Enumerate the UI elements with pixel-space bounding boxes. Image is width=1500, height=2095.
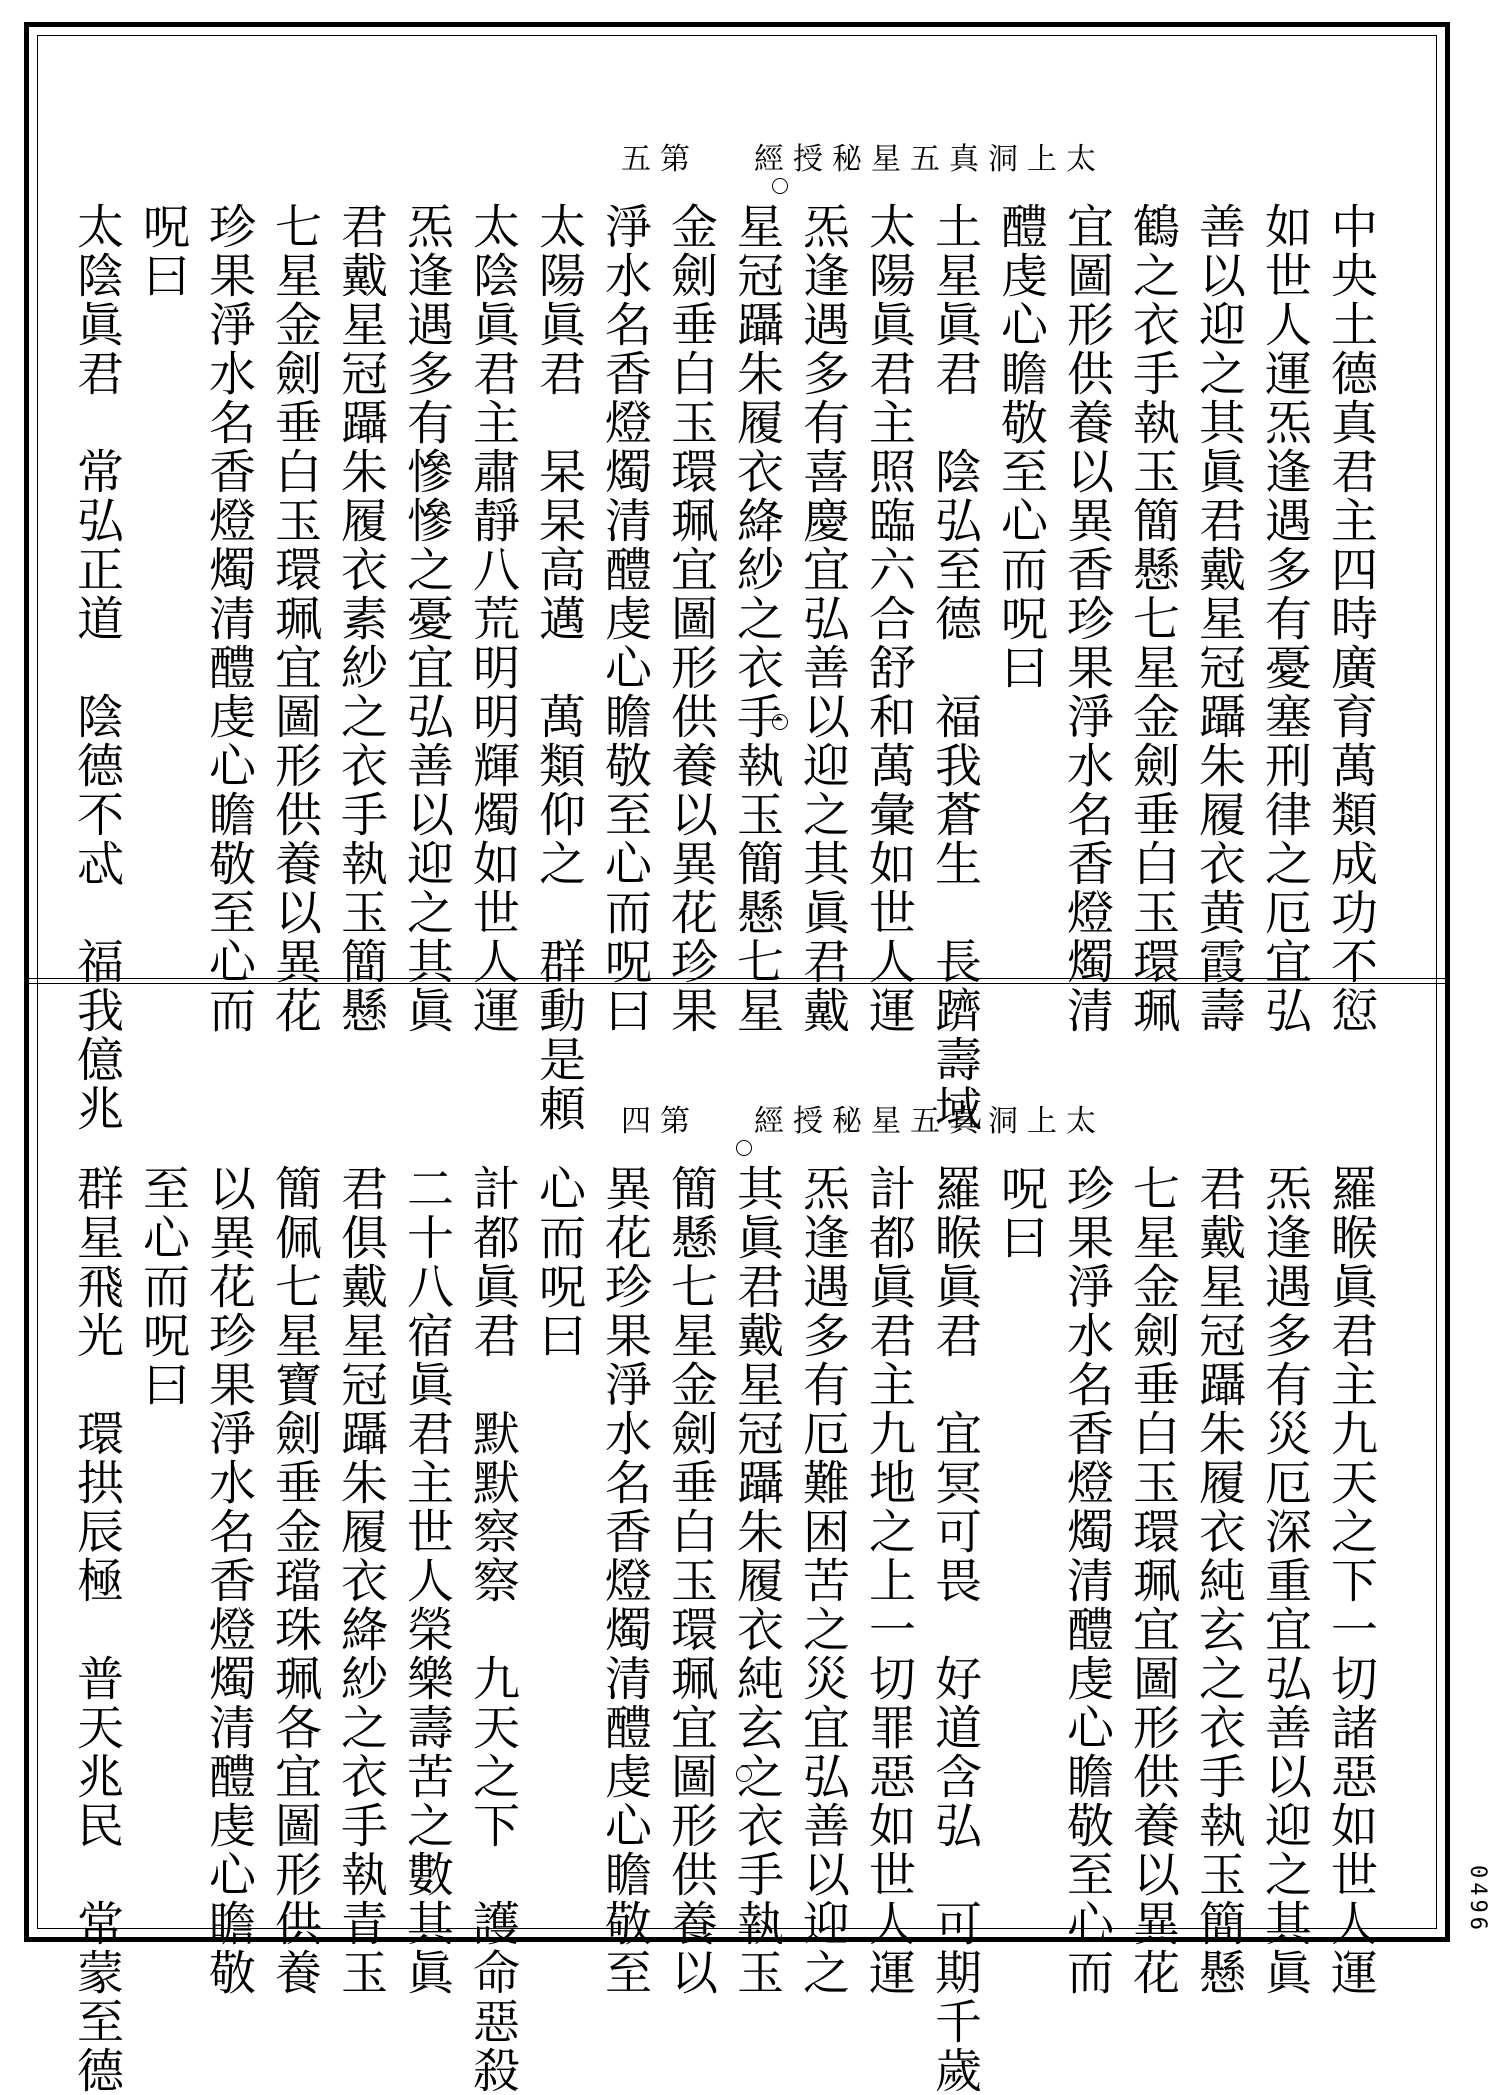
text-column: 土星眞君 陰弘至德 福我蒼生 長躋壽域 — [927, 202, 982, 1133]
text-column: 簡懸七星金劍垂白玉環珮宜圖形供養以 — [663, 1164, 718, 1997]
text-column: 中央土德真君主四時廣育萬類成功不愆 — [1323, 202, 1378, 1035]
text-column: 其眞君戴星冠躡朱履衣純玄之衣手執玉 — [729, 1164, 784, 1997]
text-column: 太陽眞君主照臨六合舒和萬彙如世人運 — [861, 202, 916, 1035]
punctuation-circle-mark — [772, 714, 788, 730]
text-column: 君俱戴星冠躡朱履衣絳紗之衣手執青玉 — [333, 1164, 388, 1997]
text-column: 炁逢遇多有喜慶宜弘善以迎之其眞君戴 — [795, 202, 850, 1035]
text-column: 呪曰 — [135, 202, 190, 300]
text-column: 呪曰 — [993, 1164, 1048, 1262]
text-column: 淨水名香燈燭清醴虔心瞻敬至心而呪曰 — [597, 202, 652, 1035]
text-column: 心而呪曰 — [531, 1164, 586, 1360]
text-columns — [60, 1164, 1380, 2095]
text-column: 七星金劍垂白玉環珮宜圖形供養以異花 — [267, 202, 322, 1035]
punctuation-circle-mark — [736, 1766, 752, 1782]
text-column: 群星飛光 環拱辰極 普天兆民 常蒙至德 — [69, 1164, 124, 2095]
text-column: 善以迎之其眞君戴星冠躡朱履衣黄霞壽 — [1191, 202, 1246, 1035]
text-column: 太陰眞君 常弘正道 陰德不忒 福我億兆 — [69, 202, 124, 1133]
text-column: 如世人運炁逢遇多有憂塞刑律之厄宜弘 — [1257, 202, 1312, 1035]
running-header — [621, 1096, 1105, 1140]
punctuation-circle-mark — [772, 178, 788, 194]
text-column: 珍果淨水名香燈燭清醴虔心瞻敬至心而 — [1059, 1164, 1114, 1997]
text-column: 計都眞君 默默察察 九天之下 護命惡殺 — [465, 1164, 520, 2095]
text-column: 鶴之衣手執玉簡懸七星金劍垂白玉環珮 — [1125, 202, 1180, 1035]
running-header — [621, 134, 1105, 178]
text-column: 至心而呪曰 — [135, 1164, 190, 1409]
text-column: 異花珍果淨水名香燈燭清醴虔心瞻敬至 — [597, 1164, 652, 1997]
text-column: 珍果淨水名香燈燭清醴虔心瞻敬至心而 — [201, 202, 256, 1035]
text-column: 以異花珍果淨水名香燈燭清醴虔心瞻敬 — [201, 1164, 256, 1997]
text-column: 簡佩七星寶劍垂金璫珠珮各宜圖形供養 — [267, 1164, 322, 1997]
text-column: 二十八宿眞君主世人榮樂壽苦之數其眞 — [399, 1164, 454, 1997]
text-column: 炁逢遇多有厄難困苦之災宜弘善以迎之 — [795, 1164, 850, 1997]
bottom-page — [24, 984, 1450, 2095]
text-column: 炁逢遇多有慘慘之憂宜弘善以迎之其眞 — [399, 202, 454, 1035]
header-folio: 第四 — [621, 1104, 699, 1139]
punctuation-circle-mark — [736, 1140, 752, 1156]
text-column: 宜圖形供養以異香珍果淨水名香燈燭清 — [1059, 202, 1114, 1035]
text-column: 金劍垂白玉環珮宜圖形供養以異花珍果 — [663, 202, 718, 1035]
text-column: 君戴星冠躡朱履衣純玄之衣手執玉簡懸 — [1191, 1164, 1246, 1997]
text-column: 太陽眞君 杲杲高邁 萬類仰之 群動是頼 — [531, 202, 586, 1133]
header-title: 太上洞真五星秘授經 — [754, 142, 1105, 177]
text-column: 七星金劍垂白玉環珮宜圖形供養以異花 — [1125, 1164, 1180, 1997]
text-column: 星冠躡朱履衣絳紗之衣手執玉簡懸七星 — [729, 202, 784, 1035]
header-folio: 第五 — [621, 142, 699, 177]
text-column: 羅睺眞君 宜冥可畏 好道含弘 可期千歲 — [927, 1164, 982, 2095]
side-page-number: 0496 — [1465, 1865, 1490, 1934]
text-column: 炁逢遇多有災厄深重宜弘善以迎之其眞 — [1257, 1164, 1312, 1997]
text-column: 君戴星冠躡朱履衣素紗之衣手執玉簡懸 — [333, 202, 388, 1035]
text-column: 羅睺眞君主九天之下一切諸惡如世人運 — [1323, 1164, 1378, 1997]
text-column: 醴虔心瞻敬至心而呪曰 — [993, 202, 1048, 692]
text-column: 計都眞君主九地之上一切罪惡如世人運 — [861, 1164, 916, 1997]
text-column: 太陰眞君主肅靜八荒明明輝燭如世人運 — [465, 202, 520, 1035]
header-title: 太上洞真五星秘授經 — [754, 1104, 1105, 1139]
